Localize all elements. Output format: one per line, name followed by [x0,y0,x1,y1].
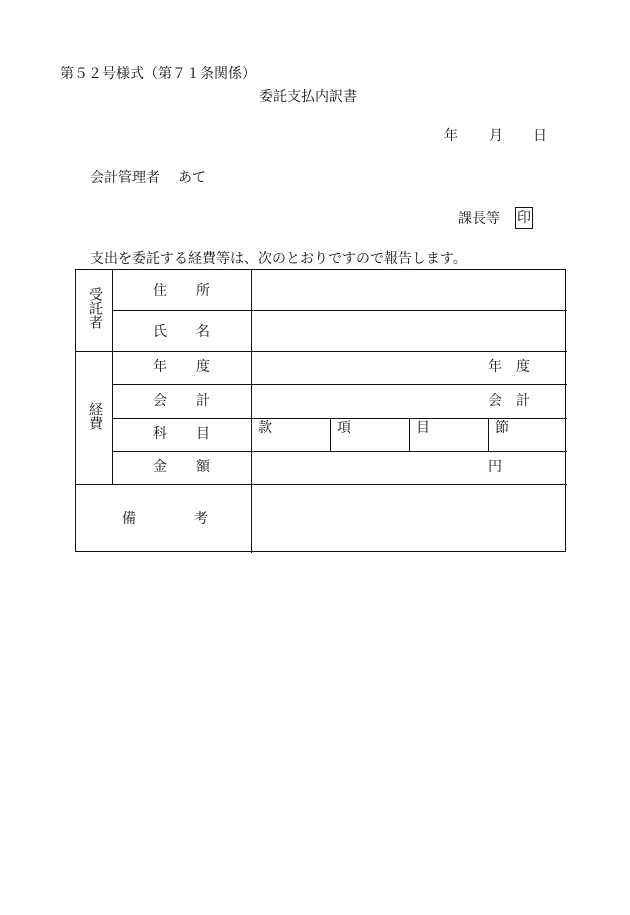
breakdown-table [75,269,566,552]
category-part-setsu: 節 [495,420,509,436]
category-label-char-1: 科 [153,426,167,442]
category-part-kan: 款 [258,420,272,436]
row-divider [112,384,567,385]
account-label-char-1: 会 [153,393,167,409]
expense-group-label: 経費 [87,402,103,430]
name-label-char-2: 名 [196,324,210,340]
date-day-label: 日 [533,128,547,144]
row-divider [76,484,567,485]
intro-text: 支出を委託する経費等は、次のとおりですので報告します。 [90,251,467,267]
fiscal-year-label-char-1: 年 [153,359,167,375]
form-number: 第５２号様式（第７１条関係） [60,66,256,82]
row-divider [112,451,567,452]
col-divider [330,418,331,451]
document-title: 委託支払内訳書 [259,89,357,105]
row-divider [112,310,567,311]
date-year-label: 年 [444,128,458,144]
amount-label-char-1: 金 [153,459,167,475]
sender-title: 課長等 [458,211,500,227]
col-divider [112,270,113,484]
category-part-moku: 目 [416,420,430,436]
addressee-suffix: あて [178,170,206,186]
row-divider [76,351,567,352]
account-label-char-2: 計 [196,393,210,409]
remarks-label-char-1: 備 [122,511,136,527]
category-label-char-2: 目 [196,426,210,442]
amount-label-char-2: 額 [196,459,210,475]
account-suffix: 会 計 [488,393,530,409]
row-divider [112,418,567,419]
category-part-kou: 項 [337,420,351,436]
col-divider [488,418,489,451]
remarks-label-char-2: 考 [194,511,208,527]
amount-currency-suffix: 円 [488,459,502,475]
name-label-char-1: 氏 [153,324,167,340]
address-label-char-1: 住 [153,283,167,299]
col-divider [409,418,410,451]
seal-box: 印 [515,207,533,229]
addressee-title: 会計管理者 [90,170,160,186]
address-label-char-2: 所 [196,283,210,299]
fiscal-year-suffix: 年 度 [488,359,530,375]
fiscal-year-label-char-2: 度 [196,359,210,375]
col-divider [251,270,252,553]
date-month-label: 月 [489,128,503,144]
consignee-group-label: 受託者 [87,287,103,329]
